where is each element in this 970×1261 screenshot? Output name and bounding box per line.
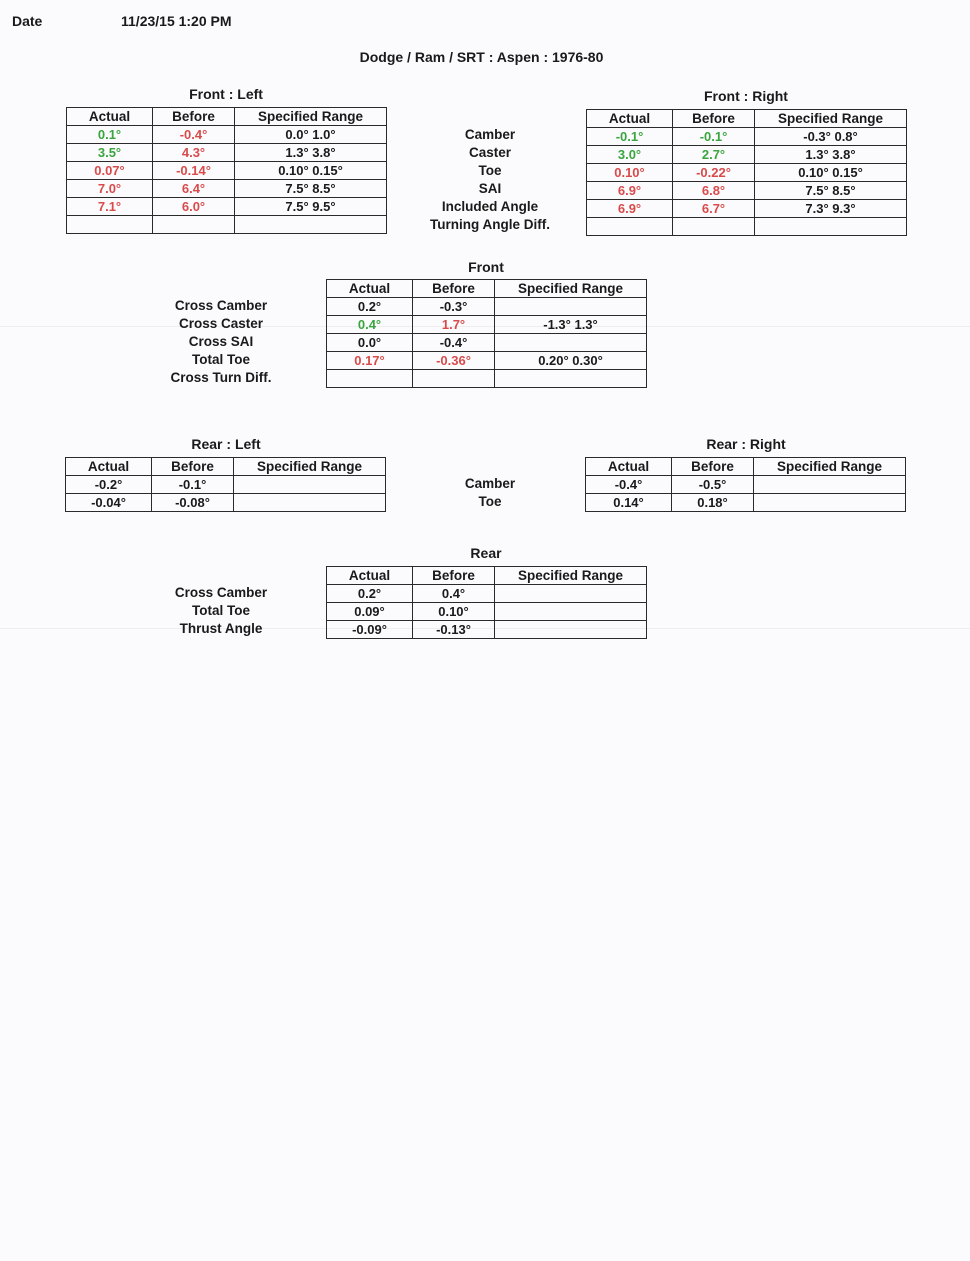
- before-cell: -0.1°: [152, 476, 234, 494]
- column-header-specified-range: Specified Range: [754, 458, 906, 476]
- actual-cell: -0.4°: [586, 476, 672, 494]
- column-header-before: Before: [152, 458, 234, 476]
- table-row: [327, 585, 647, 603]
- actual-cell: 0.10°: [587, 164, 673, 182]
- table-row: [327, 370, 647, 388]
- table-row: [327, 316, 647, 334]
- date-label: Date: [12, 13, 43, 29]
- table-row: [327, 334, 647, 352]
- rear-cross-table: [326, 566, 647, 639]
- column-header-before: Before: [673, 110, 755, 128]
- column-header-before: Before: [153, 108, 235, 126]
- range-cell: [495, 370, 647, 388]
- front-row-labels: [400, 126, 580, 234]
- range-cell: [235, 216, 387, 234]
- actual-cell: 0.09°: [327, 603, 413, 621]
- before-cell: -0.14°: [153, 162, 235, 180]
- row-label-cross-sai: Cross SAI: [188, 334, 254, 349]
- row-label-turning-angle-diff: Turning Angle Diff.: [430, 217, 550, 232]
- row-label-cross-camber: Cross Camber: [174, 585, 268, 600]
- rear-right-table: [585, 457, 906, 512]
- actual-cell: 0.17°: [327, 352, 413, 370]
- table-row: [66, 476, 386, 494]
- actual-cell: 6.9°: [587, 200, 673, 218]
- before-cell: -0.13°: [413, 621, 495, 639]
- actual-cell: -0.09°: [327, 621, 413, 639]
- table-row: [327, 603, 647, 621]
- column-header-actual: Actual: [587, 110, 673, 128]
- table-row: [587, 182, 907, 200]
- range-cell: 7.5° 9.5°: [235, 198, 387, 216]
- actual-cell: 0.07°: [67, 162, 153, 180]
- table-row: [587, 146, 907, 164]
- column-header-actual: Actual: [327, 280, 413, 298]
- actual-cell: 0.2°: [327, 298, 413, 316]
- row-label-camber: Camber: [464, 476, 516, 491]
- range-cell: [755, 218, 907, 236]
- table-row: [587, 128, 907, 146]
- before-cell: -0.1°: [673, 128, 755, 146]
- table-row: [67, 144, 387, 162]
- before-cell: [413, 370, 495, 388]
- date-value: 11/23/15 1:20 PM: [121, 13, 232, 29]
- actual-cell: -0.1°: [587, 128, 673, 146]
- before-cell: -0.36°: [413, 352, 495, 370]
- row-label-total-toe: Total Toe: [192, 603, 250, 618]
- range-cell: [495, 298, 647, 316]
- range-cell: 0.20° 0.30°: [495, 352, 647, 370]
- table-row: [67, 198, 387, 216]
- range-cell: 0.10° 0.15°: [755, 164, 907, 182]
- vehicle-title: Dodge / Ram / SRT : Aspen : 1976-80: [359, 49, 604, 65]
- actual-cell: [67, 216, 153, 234]
- column-header-specified-range: Specified Range: [495, 567, 647, 585]
- range-cell: -0.3° 0.8°: [755, 128, 907, 146]
- row-label-cross-turn-diff: Cross Turn Diff.: [170, 370, 272, 385]
- table-row: [67, 126, 387, 144]
- rear-left-title: Rear : Left: [191, 436, 261, 452]
- actual-cell: 3.5°: [67, 144, 153, 162]
- row-label-caster: Caster: [468, 145, 512, 160]
- column-header-specified-range: Specified Range: [755, 110, 907, 128]
- actual-cell: 0.0°: [327, 334, 413, 352]
- before-cell: 6.7°: [673, 200, 755, 218]
- range-cell: [495, 585, 647, 603]
- table-row: [67, 216, 387, 234]
- range-cell: [495, 334, 647, 352]
- column-header-specified-range: Specified Range: [235, 108, 387, 126]
- front-right-title: Front : Right: [704, 88, 788, 104]
- actual-cell: -0.04°: [66, 494, 152, 512]
- before-cell: -0.22°: [673, 164, 755, 182]
- actual-cell: 6.9°: [587, 182, 673, 200]
- column-header-specified-range: Specified Range: [234, 458, 386, 476]
- front-cross-table: [326, 279, 647, 388]
- front-left-title: Front : Left: [189, 86, 263, 102]
- before-cell: -0.4°: [153, 126, 235, 144]
- range-cell: 1.3° 3.8°: [755, 146, 907, 164]
- table-row: [67, 162, 387, 180]
- actual-cell: [587, 218, 673, 236]
- before-cell: -0.5°: [672, 476, 754, 494]
- row-label-included-angle: Included Angle: [441, 199, 539, 214]
- row-label-cross-camber: Cross Camber: [174, 298, 268, 313]
- column-header-before: Before: [672, 458, 754, 476]
- column-header-actual: Actual: [327, 567, 413, 585]
- range-cell: 7.3° 9.3°: [755, 200, 907, 218]
- table-row: [586, 476, 906, 494]
- actual-cell: -0.2°: [66, 476, 152, 494]
- range-cell: [234, 494, 386, 512]
- range-cell: [234, 476, 386, 494]
- table-row: [327, 298, 647, 316]
- row-label-cross-caster: Cross Caster: [178, 316, 264, 331]
- table-row: [587, 218, 907, 236]
- column-header-before: Before: [413, 280, 495, 298]
- column-header-actual: Actual: [586, 458, 672, 476]
- column-header-actual: Actual: [66, 458, 152, 476]
- before-cell: [153, 216, 235, 234]
- range-cell: 0.0° 1.0°: [235, 126, 387, 144]
- actual-cell: 7.0°: [67, 180, 153, 198]
- range-cell: 7.5° 8.5°: [235, 180, 387, 198]
- before-cell: 0.4°: [413, 585, 495, 603]
- before-cell: -0.08°: [152, 494, 234, 512]
- actual-cell: 0.14°: [586, 494, 672, 512]
- before-cell: 0.18°: [672, 494, 754, 512]
- actual-cell: 3.0°: [587, 146, 673, 164]
- range-cell: [495, 603, 647, 621]
- before-cell: 0.10°: [413, 603, 495, 621]
- rear-right-title: Rear : Right: [706, 436, 786, 452]
- table-row: [66, 494, 386, 512]
- range-cell: 7.5° 8.5°: [755, 182, 907, 200]
- table-row: [327, 621, 647, 639]
- front-right-table: [586, 109, 907, 236]
- table-row: [327, 352, 647, 370]
- range-cell: 0.10° 0.15°: [235, 162, 387, 180]
- before-cell: 4.3°: [153, 144, 235, 162]
- front-cross-row-labels: [140, 297, 302, 387]
- front-cross-title: Front: [468, 259, 504, 275]
- range-cell: [754, 494, 906, 512]
- before-cell: -0.4°: [413, 334, 495, 352]
- range-cell: [495, 621, 647, 639]
- before-cell: 2.7°: [673, 146, 755, 164]
- before-cell: 6.4°: [153, 180, 235, 198]
- table-row: [586, 494, 906, 512]
- column-header-specified-range: Specified Range: [495, 280, 647, 298]
- range-cell: [754, 476, 906, 494]
- rear-cross-row-labels: [140, 584, 302, 638]
- actual-cell: 0.1°: [67, 126, 153, 144]
- row-label-toe: Toe: [478, 163, 502, 178]
- rear-cross-title: Rear: [470, 545, 502, 561]
- front-left-table: [66, 107, 387, 234]
- column-header-before: Before: [413, 567, 495, 585]
- row-label-thrust-angle: Thrust Angle: [179, 621, 263, 636]
- table-row: [587, 164, 907, 182]
- table-row: [67, 180, 387, 198]
- actual-cell: 0.2°: [327, 585, 413, 603]
- before-cell: 1.7°: [413, 316, 495, 334]
- actual-cell: 0.4°: [327, 316, 413, 334]
- actual-cell: [327, 370, 413, 388]
- column-header-actual: Actual: [67, 108, 153, 126]
- before-cell: [673, 218, 755, 236]
- before-cell: 6.8°: [673, 182, 755, 200]
- row-label-camber: Camber: [464, 127, 516, 142]
- before-cell: -0.3°: [413, 298, 495, 316]
- row-label-sai: SAI: [478, 181, 502, 196]
- actual-cell: 7.1°: [67, 198, 153, 216]
- range-cell: 1.3° 3.8°: [235, 144, 387, 162]
- rear-left-table: [65, 457, 386, 512]
- range-cell: -1.3° 1.3°: [495, 316, 647, 334]
- row-label-toe: Toe: [478, 494, 502, 509]
- table-row: [587, 200, 907, 218]
- rear-row-labels: [400, 475, 580, 511]
- before-cell: 6.0°: [153, 198, 235, 216]
- row-label-total-toe: Total Toe: [192, 352, 250, 367]
